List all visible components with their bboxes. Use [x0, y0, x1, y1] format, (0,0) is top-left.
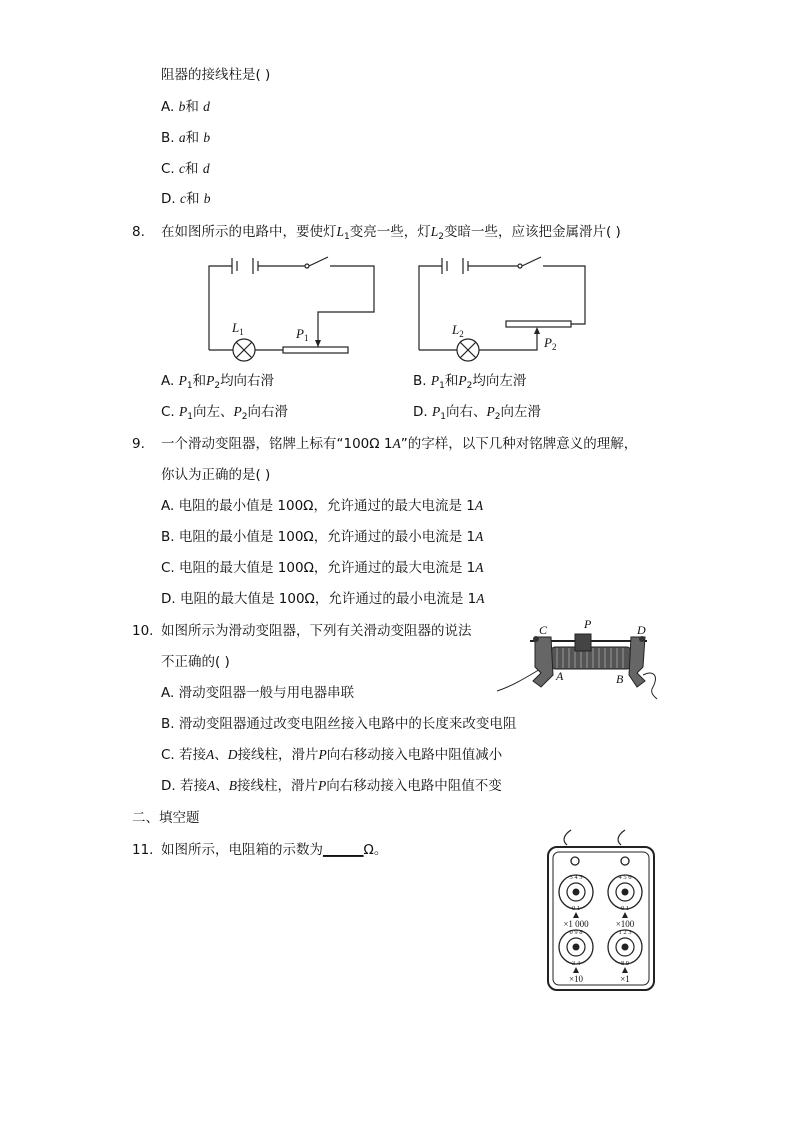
terminal-b-label: B: [616, 672, 624, 686]
dial-thousands-label: ×1 000: [563, 919, 589, 929]
dial-hundreds-label: ×100: [615, 919, 635, 929]
terminal-a-label: A: [556, 669, 564, 683]
q10-option-c: C. 若接A、D接线柱，滑片P向右移动接入电路中阻值减小: [161, 747, 503, 763]
section-fill-in-title: 二、填空题: [132, 810, 200, 826]
q9-option-a: A. 电阻的最小值是 100Ω，允许通过的最大电流是 1A: [161, 498, 484, 514]
q7-option-a: A. b和 d: [161, 99, 210, 115]
q8-option-c: C. $P_1$向左、$P_2$向右滑: [161, 404, 288, 422]
q10-option-b: B. 滑动变阻器通过改变电阻丝接入电路中的长度来改变电阻: [161, 716, 517, 732]
q10-stem-line1: 如图所示为滑动变阻器，下列有关滑动变阻器的说法: [161, 623, 472, 639]
q8-option-a: A. $P_1$和$P_2$均向右滑: [161, 373, 275, 391]
svg-text:3 4: 3 4: [571, 960, 581, 967]
q8-circuit-left: [200, 250, 390, 365]
dial-tens-label: ×10: [568, 974, 584, 984]
dial-ones-label: ×1: [620, 974, 630, 984]
q9-stem-line2: 你认为正确的是( ): [161, 467, 271, 483]
q10-rheostat-figure: [495, 615, 670, 697]
q9-option-c: C. 电阻的最大值是 100Ω，允许通过的最大电流是 1A: [161, 560, 484, 576]
terminal-d-label: D: [637, 623, 646, 637]
q7-option-c: C. c和 d: [161, 161, 210, 177]
q10-option-a: A. 滑动变阻器一般与用电器串联: [161, 685, 355, 701]
q11-resistance-box: [545, 830, 660, 995]
q10-stem-line2: 不正确的( ): [161, 654, 230, 670]
q9-option-b: B. 电阻的最小值是 100Ω，允许通过的最小电流是 1A: [161, 529, 484, 545]
slider-p-label: P: [584, 617, 592, 631]
svg-text:1 2 3: 1 2 3: [618, 929, 632, 936]
svg-text:0 1: 0 1: [571, 905, 581, 912]
terminal-c-label: C: [539, 623, 548, 637]
q7-stem-tail: 阻器的接线柱是( ): [161, 67, 271, 83]
lamp-l1-icon: [233, 339, 255, 361]
svg-text:4 5 6: 4 5 6: [618, 874, 632, 881]
q8-option-b: B. $P_1$和$P_2$均向左滑: [413, 373, 527, 391]
svg-text:0 9 8: 0 9 8: [569, 929, 583, 936]
q9-option-d: D. 电阻的最大值是 100Ω，允许通过的最小电流是 1A: [161, 591, 485, 607]
svg-text:0 1: 0 1: [620, 905, 630, 912]
q8-option-d: D. $P_1$向右、$P_2$向左滑: [413, 404, 541, 422]
q11-stem: 如图所示，电阻箱的示数为______Ω。: [161, 842, 388, 858]
q7-option-b: B. a和 b: [161, 130, 211, 146]
q9-number: 9.: [132, 436, 145, 452]
lamp-l2-label: $L_2$: [452, 322, 464, 339]
q7-option-d: D. c和 b: [161, 191, 211, 207]
q8-number: 8.: [132, 224, 145, 240]
svg-text:3 4 5: 3 4 5: [569, 874, 583, 881]
lamp-l1-label: $L_1$: [232, 320, 244, 337]
q8-stem: 在如图所示的电路中，要使灯$L_1$变亮一些，灯$L_2$变暗一些，应该把金属滑片( ): [161, 224, 621, 242]
q8-circuit-right: [410, 250, 600, 365]
slider-p1-label: $P_1$: [296, 326, 309, 343]
slider-p2-label: $P_2$: [544, 335, 557, 352]
svg-text:8 9: 8 9: [620, 960, 630, 967]
q10-option-d: D. 若接A、B接线柱，滑片P向右移动接入电路中阻值不变: [161, 778, 502, 794]
q10-number: 10.: [132, 623, 154, 639]
lamp-l2-icon: [457, 339, 479, 361]
q11-number: 11.: [132, 842, 154, 858]
q9-stem-line1: 一个滑动变阻器，铭牌上标有“100Ω 1A”的字样，以下几种对铭牌意义的理解，: [161, 436, 638, 452]
answer-blank[interactable]: ______: [323, 842, 364, 858]
